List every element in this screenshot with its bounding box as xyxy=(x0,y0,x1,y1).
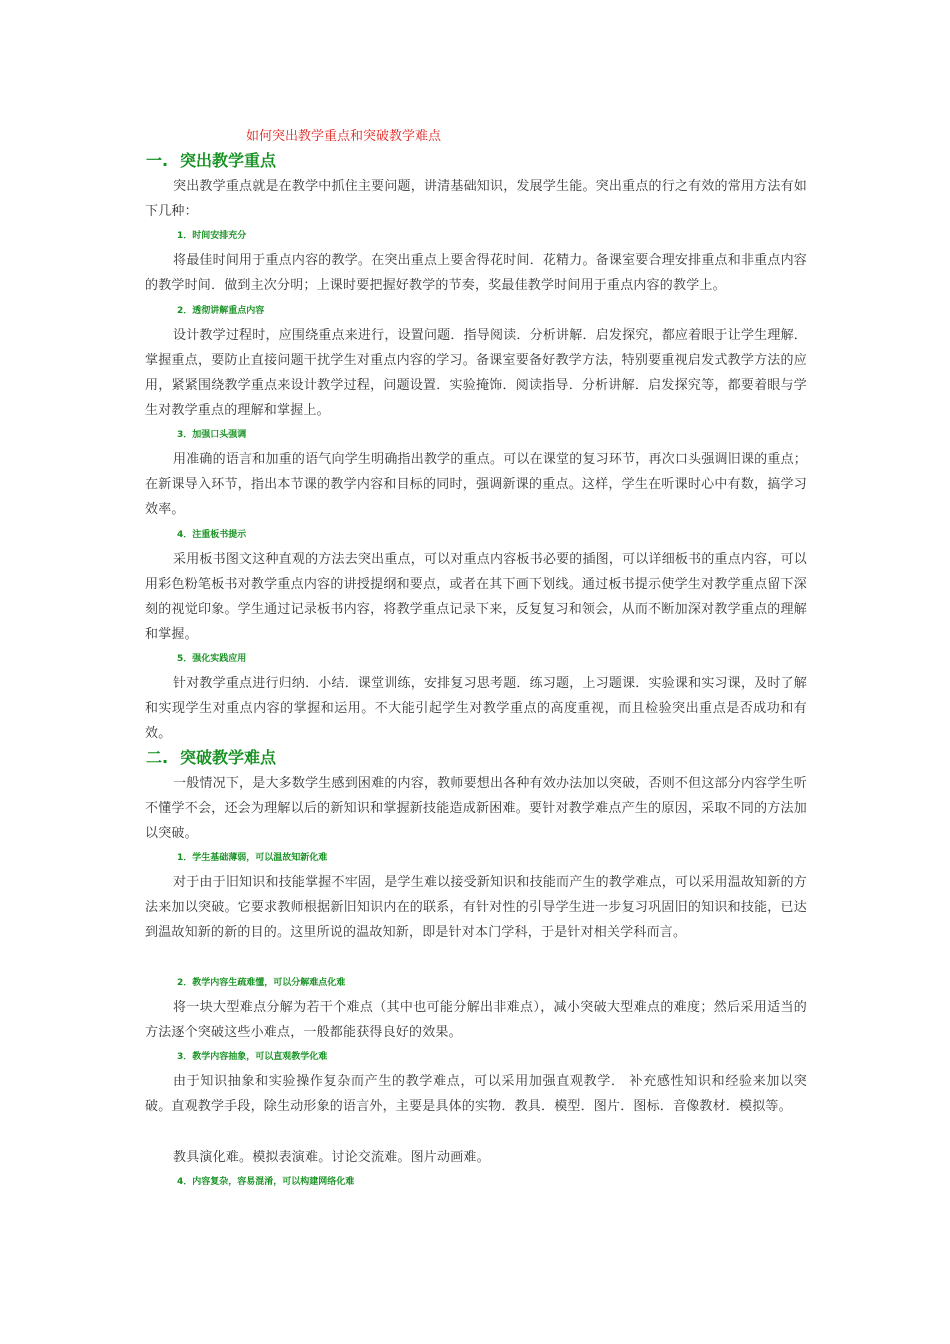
section-heading-text: 突出教学重点 xyxy=(180,151,277,170)
subheading: 2．透彻讲解重点内容 xyxy=(177,306,265,316)
section-heading-text: 突破教学难点 xyxy=(180,748,277,767)
document-title: 如何突出教学重点和突破教学难点 xyxy=(246,129,442,144)
subheading: 2．教学内容生疏难懂，可以分解难点化难 xyxy=(177,978,346,988)
subheading: 4．注重板书提示 xyxy=(177,530,247,540)
subheading: 1．学生基础薄弱，可以温故知新化难 xyxy=(177,853,328,863)
subheading: 1．时间安排充分 xyxy=(177,231,247,241)
section-number: 一. xyxy=(146,151,169,170)
paragraph: 用准确的语言和加重的语气向学生明确指出教学的重点。可以在课堂的复习环节，再次口头强调旧课的重点；在新课导入环节，指出本节课的教学内容和目标的同时，强调新课的重点。这样，学生在听课时心中有数，搞学习效率。 xyxy=(145,452,807,517)
section-intro-paragraph: 一般情况下，是大多数学生感到困难的内容，教师要想出各种有效办法加以突破，否则不但这部分内容学生听不懂学不会，还会为理解以后的新知识和掌握新技能造成新困难。要针对教学难点产生的原因，采取不同的方法加以突破。 xyxy=(145,776,807,841)
paragraph: 设计教学过程时，应围绕重点来进行，设置问题．指导阅读．分析讲解．启发探究，都应着眼于让学生理解．掌握重点，要防止直接问题干扰学生对重点内容的学习。备课室要备好教学方法，特别要重视启发式教学方法的应用，紧紧围绕教学重点来设计教学过程，问题设置．实验掩饰．阅读指导．分析讲解．启发探究等，都要着眼与学生对教学重点的理解和掌握上。 xyxy=(145,328,807,418)
paragraph: 针对教学重点进行归纳．小结．课堂训练，安排复习思考题．练习题，上习题课．实验课和实习课，及时了解和实现学生对重点内容的掌握和运用。不大能引起学生对教学重点的高度重视，而且检验突出重点是否成功和有效。 xyxy=(145,676,807,741)
subheading: 5．强化实践应用 xyxy=(177,654,247,664)
subheading: 3．加强口头强调 xyxy=(177,430,247,440)
subheading: 4．内容复杂，容易混淆，可以构建网络化难 xyxy=(177,1177,355,1187)
subheading: 3．教学内容抽象，可以直观教学化难 xyxy=(177,1052,328,1062)
section-number: 二. xyxy=(146,748,169,767)
paragraph: 教具演化难。模拟表演难。讨论交流难。图片动画难。 xyxy=(173,1150,490,1165)
paragraph: 将最佳时间用于重点内容的教学。在突出重点上要舍得花时间．花精力。备课室要合理安排重点和非重点内容的教学时间．做到主次分明；上课时要把握好教学的节奏，奖最佳教学时间用于重点内容的教学上。 xyxy=(145,253,807,293)
paragraph: 采用板书图文这种直观的方法去突出重点，可以对重点内容板书必要的插图，可以详细板书的重点内容，可以用彩色粉笔板书对教学重点内容的讲授提纲和要点，或者在其下画下划线。通过板书提示使学生对教学重点留下深刻的视觉印象。学生通过记录板书内容，将教学重点记录下来，反复复习和领会，从而不断加深对教学重点的理解和掌握。 xyxy=(145,552,807,642)
paragraph: 由于知识抽象和实验操作复杂而产生的教学难点，可以采用加强直观教学． 补充感性知识和经验来加以突破。直观教学手段，除生动形象的语言外，主要是具体的实物．教具．模型．图片．图标．音像教材．模拟等。 xyxy=(145,1074,807,1114)
section-intro-paragraph: 突出教学重点就是在教学中抓住主要问题，讲清基础知识，发展学生能。突出重点的行之有效的常用方法有如下几种： xyxy=(145,179,807,219)
paragraph: 将一块大型难点分解为若干个难点（其中也可能分解出非难点），减小突破大型难点的难度；然后采用适当的方法逐个突破这些小难点，一般都能获得良好的效果。 xyxy=(145,1000,807,1040)
section-heading-2 xyxy=(146,747,276,769)
paragraph: 对于由于旧知识和技能掌握不牢固，是学生难以接受新知识和技能而产生的教学难点，可以采用温故知新的方法来加以突破。它要求教师根据新旧知识内在的联系，有针对性的引导学生进一步复习巩固旧的知识和技能，已达到温故知新的新的目的。这里所说的温故知新，即是针对本门学科，于是针对相关学科而言。 xyxy=(145,875,807,940)
section-heading-1 xyxy=(146,150,276,172)
